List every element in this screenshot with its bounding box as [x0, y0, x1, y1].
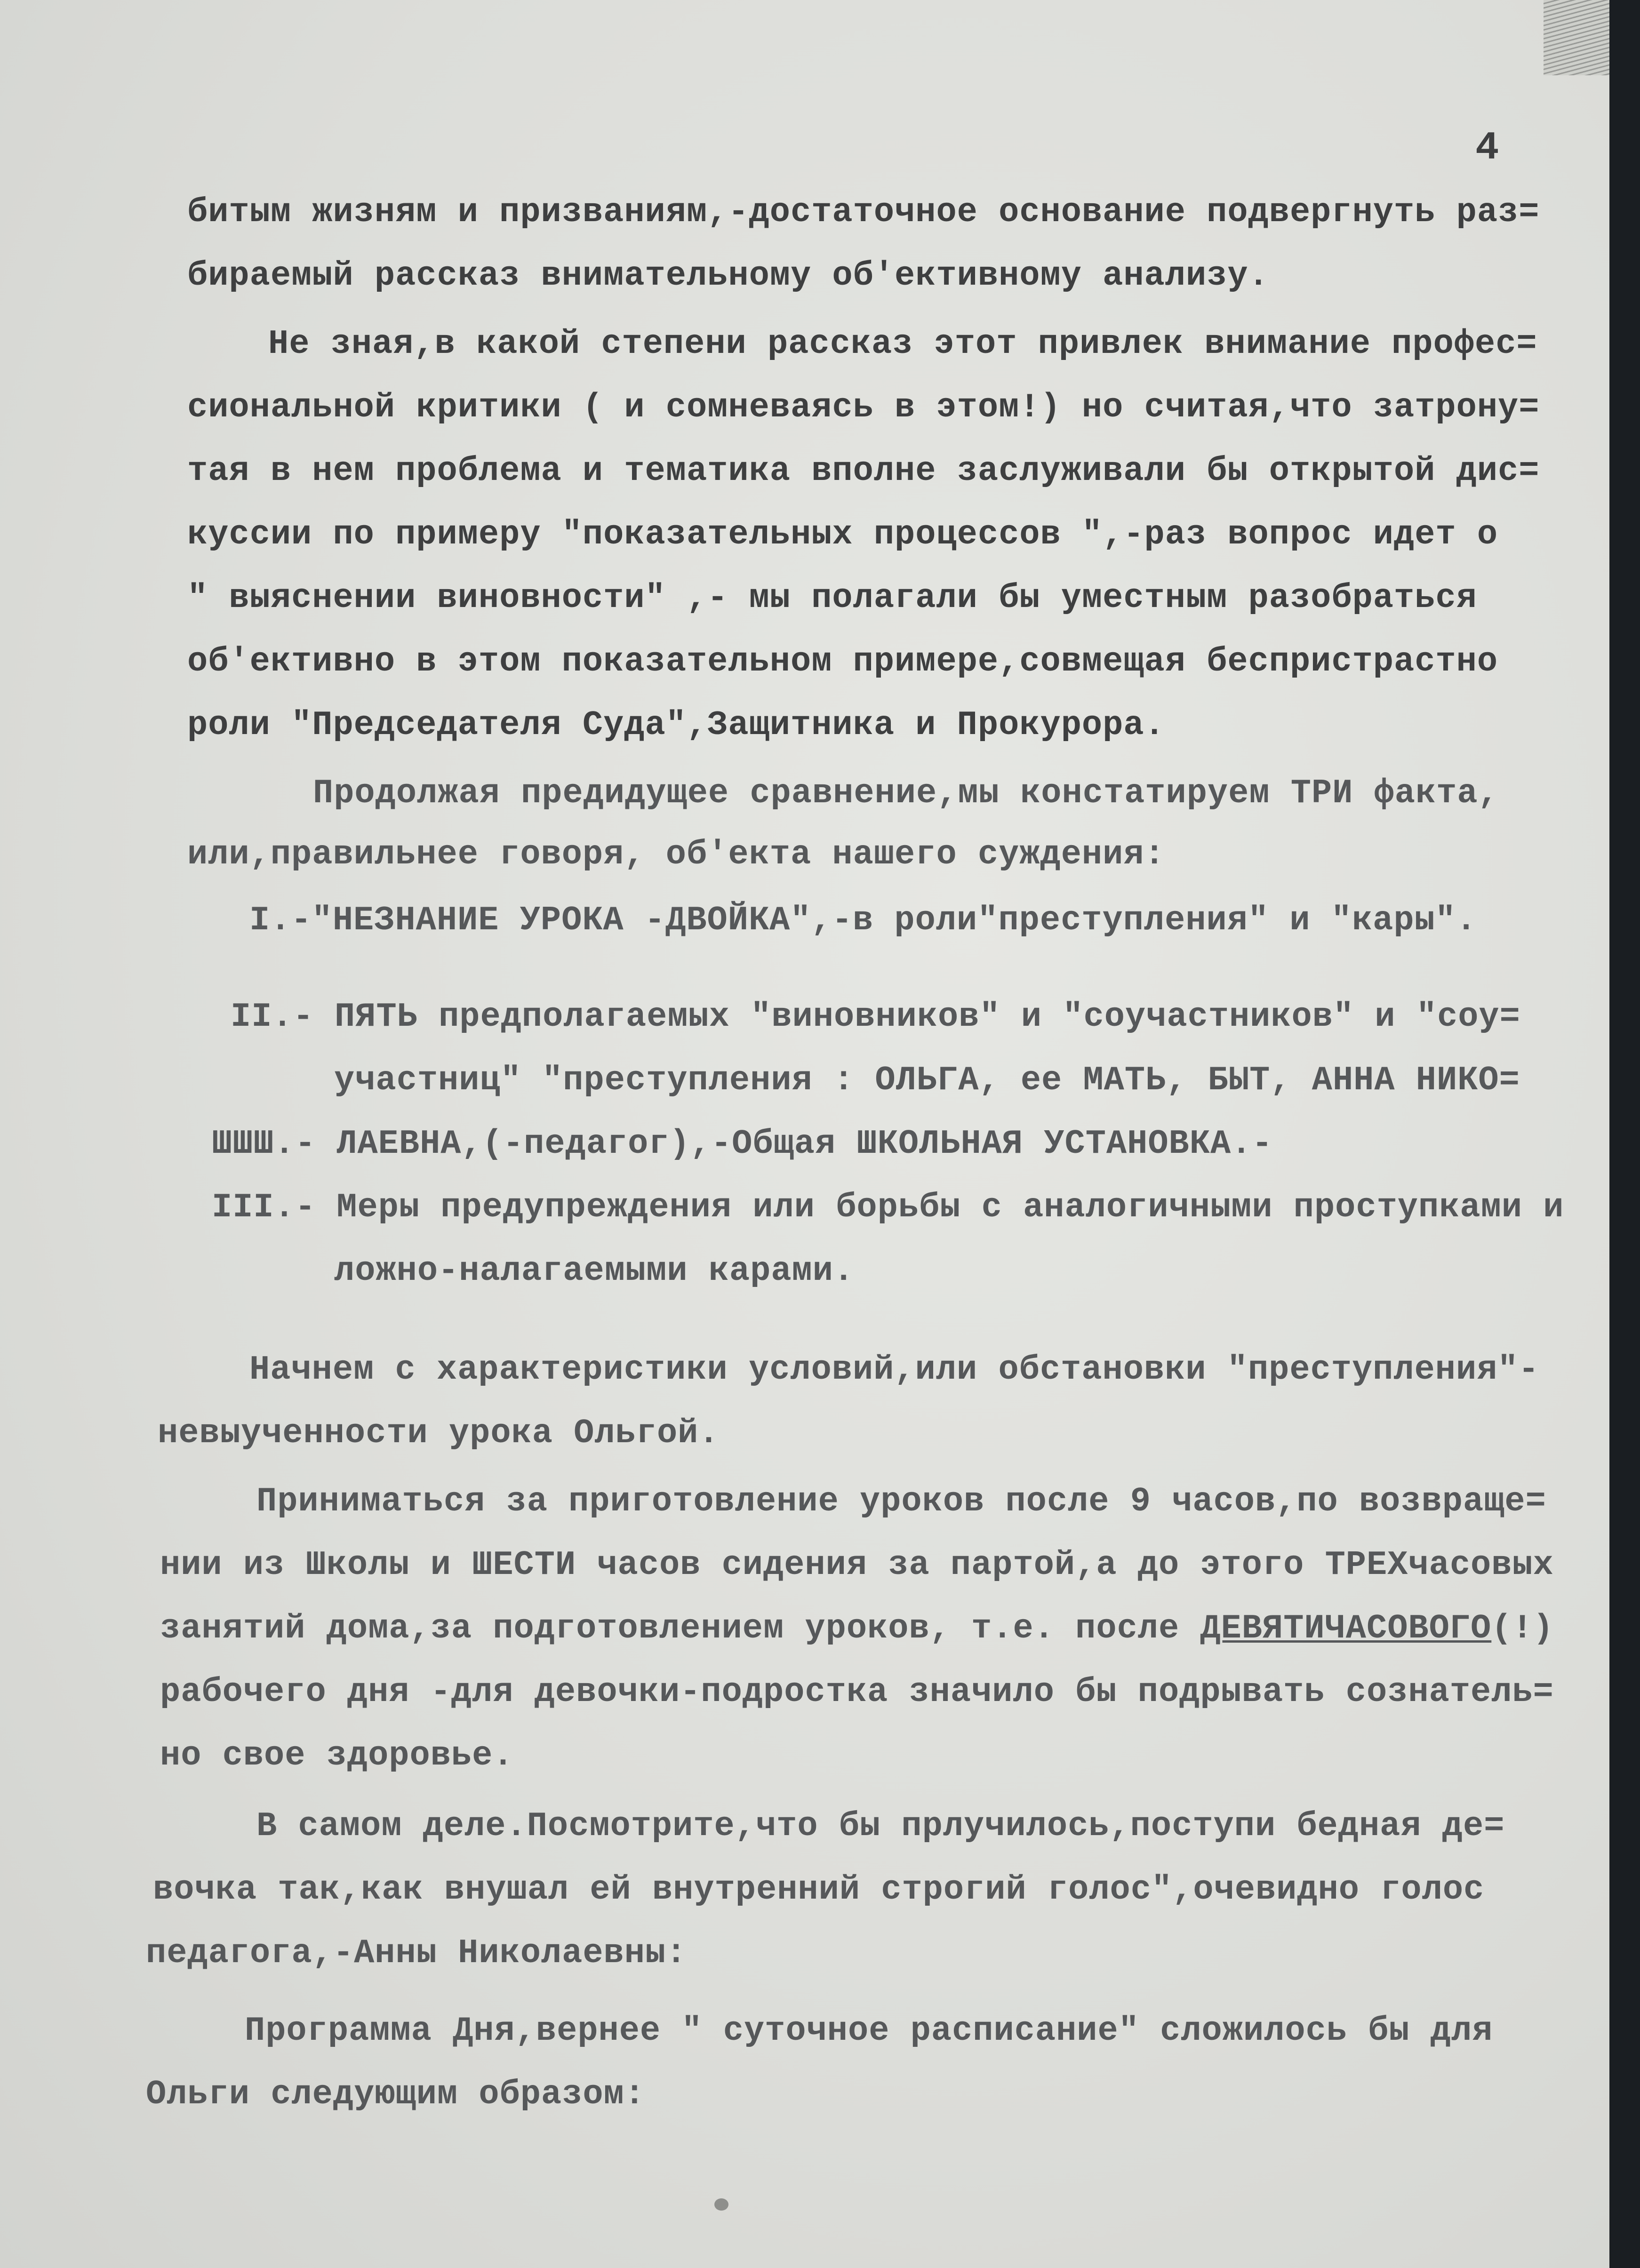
text-line: [160, 1609, 1554, 1648]
page-number: 4: [1475, 126, 1500, 171]
punch-hole: [714, 2198, 728, 2211]
text-line: бираемый рассказ внимательному об'ективному анализу.: [187, 256, 1269, 295]
text-line: сиональной критики ( и сомневаясь в этом!) но считая,что затрону=: [187, 388, 1540, 427]
text-line: или,правильнее говоря, об'екта нашего суждения:: [187, 835, 1165, 874]
text-line: Начнем с характеристики условий,или обстановки "преступления"-: [249, 1350, 1539, 1389]
text-line: тая в нем проблема и тематика вполне заслуживали бы открытой дис=: [187, 452, 1540, 490]
text-line: но свое здоровье.: [160, 1736, 514, 1775]
text-line: Программа Дня,вернее " суточное расписание" сложилось бы для: [245, 2012, 1493, 2050]
text-line: Не зная,в какой степени рассказ этот привлек внимание профес=: [268, 325, 1537, 363]
text-line: роли "Председателя Суда",Защитника и Прокурора.: [187, 706, 1165, 744]
text-line: Ольги следующим образом:: [146, 2075, 645, 2114]
text-line: невыученности урока Ольгой.: [158, 1414, 720, 1453]
text-line: об'ективно в этом показательном примере,совмещая беспристрастно: [187, 642, 1498, 681]
text-line: ШШШ.- ЛАЕВНА,(-педагог),-Общая ШКОЛЬНАЯ УСТАНОВКА.-: [212, 1125, 1273, 1163]
text-line: Продолжая предидущее сравнение,мы констатируем ТРИ факта,: [313, 774, 1499, 813]
text-line: Приниматься за приготовление уроков после 9 часов,по возвраще=: [256, 1482, 1546, 1521]
text-line: вочка так,как внушал ей внутренний строгий голос",очевидно голос: [153, 1870, 1485, 1909]
underlined-word: ДЕВЯТИЧАСОВОГО: [1200, 1609, 1492, 1648]
text-line: " выяснении виновности" ,- мы полагали бы уместным разобраться: [187, 579, 1477, 617]
exclamation-mark: (!): [1491, 1609, 1554, 1648]
list-item-1: I.-"НЕЗНАНИЕ УРОКА -ДВОЙКА",-в роли"преступления" и "кары".: [249, 901, 1477, 940]
text-line: рабочего дня -для девочки-подростка значило бы подрывать сознатель=: [160, 1673, 1554, 1711]
line-text: занятий дома,за подготовлением уроков, т.е. после: [160, 1609, 1200, 1648]
text-line: В самом деле.Посмотрите,что бы прлучилось,поступи бедная де=: [256, 1807, 1505, 1845]
text-line: участниц" "преступления : ОЛЬГА, ее МАТЬ, БЫТ, АННА НИКО=: [334, 1061, 1520, 1100]
text-line: педагога,-Анны Николаевны:: [146, 1934, 687, 1973]
text-line: битым жизням и призваниям,-достаточное основание подвергнуть раз=: [187, 193, 1540, 232]
text-line: нии из Школы и ШЕСТИ часов сидения за партой,а до этого ТРЕХчасовых: [160, 1546, 1554, 1584]
page-stack-edge: [1544, 0, 1609, 75]
text-line: ложно-налагаемыми карами.: [334, 1252, 855, 1290]
text-line: куссии по примеру "показательных процессов ",-раз вопрос идет о: [187, 515, 1498, 554]
list-item-3: III.- Меры предупреждения или борьбы с аналогичными проступками и: [212, 1188, 1564, 1227]
list-item-2: II.- ПЯТЬ предполагаемых "виновников" и "соучастников" и "соу=: [231, 998, 1520, 1036]
